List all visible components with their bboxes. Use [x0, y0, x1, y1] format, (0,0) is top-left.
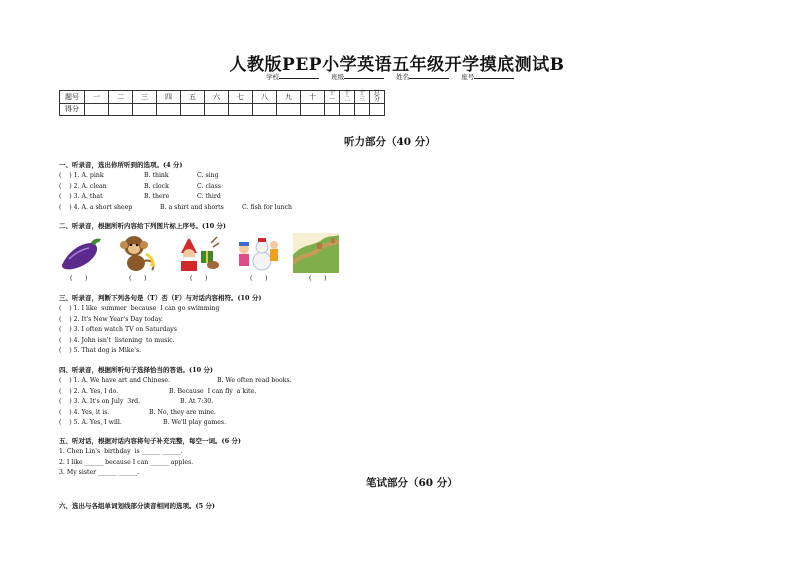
col-6: 六	[205, 91, 229, 104]
score-cell[interactable]	[181, 104, 205, 116]
q4-line	[59, 388, 256, 395]
q1-option-a: ( ) 1. A. pink	[59, 172, 104, 179]
q3-line: ( ) 1. I like summer because I can go swimming	[59, 305, 220, 312]
q4-option-a: ( ) 1. A. We have art and Chinese.	[59, 377, 171, 384]
q4-option-b: B. We'll play games.	[163, 419, 227, 426]
q1-line	[59, 183, 221, 190]
score-cell[interactable]	[205, 104, 229, 116]
q4-option-b: B. At 7:30.	[180, 398, 214, 405]
q5-line: 2. I like ______ because I can ______ apples.	[59, 458, 194, 466]
snowman-picture	[234, 233, 280, 273]
q1-option-b: B. there	[144, 193, 170, 200]
score-cell[interactable]	[370, 104, 385, 116]
name-field[interactable]	[396, 72, 449, 81]
q4-option-a: ( ) 3. A. It's on July 3rd.	[59, 398, 141, 405]
col-8: 八	[253, 91, 277, 104]
q2-answer-blank-3[interactable]: ( )	[190, 274, 208, 282]
q6-title: 六、选出与各组单词划线部分读音相同的选项。(5 分)	[59, 502, 215, 510]
q4-title: 四、听录音，根据所听句子选择恰当的答语。(10 分)	[59, 366, 213, 374]
q1-option-b: B. think	[144, 172, 169, 179]
score-cell[interactable]	[253, 104, 277, 116]
q1-option-a: ( ) 4. A. a short sheep	[59, 203, 133, 211]
q2-answer-blank-1[interactable]: ( )	[70, 274, 88, 282]
score-cell[interactable]	[355, 104, 370, 116]
score-cell[interactable]	[229, 104, 253, 116]
student-info-line	[266, 72, 524, 81]
seat-field[interactable]	[461, 72, 514, 81]
page-title: 人教版PEP小学英语五年级开学摸底测试B	[229, 55, 565, 75]
q4-line	[59, 398, 213, 405]
q5-title: 五、听对话，根据对话内容将句子补充完整，每空一词。(6 分)	[59, 437, 241, 445]
q4-line	[59, 419, 226, 426]
q1-option-b: B. clock	[144, 182, 169, 190]
score-table-header-row	[60, 91, 385, 104]
writing-section-title: 笔试部分（60 分）	[366, 477, 458, 489]
monkey-picture	[116, 233, 162, 273]
score-cell[interactable]	[157, 104, 181, 116]
q1-title: 一、听录音，选出你所听到的选项。(4 分)	[59, 161, 183, 169]
q1-line	[59, 204, 292, 211]
q1-option-c: C. sing	[197, 172, 219, 179]
header-label: 题号	[60, 91, 85, 104]
col-13: 十 三	[355, 91, 370, 104]
q4-option-b: B. Because I can fly a kite.	[169, 387, 257, 395]
col-11: 十 一	[325, 91, 340, 104]
q4-line	[59, 377, 292, 384]
col-10: 十	[301, 91, 325, 104]
q2-title: 二、听录音，根据所听内容给下列图片标上序号。(10 分)	[59, 222, 226, 230]
col-4: 四	[157, 91, 181, 104]
q4-option-b: B. We often read books.	[217, 377, 292, 384]
q2-answer-blank-4[interactable]: ( )	[250, 274, 268, 282]
q3-line: ( ) 2. It's New Year's Day today.	[59, 315, 163, 323]
score-table	[59, 90, 385, 116]
col-9: 九	[277, 91, 301, 104]
q1-option-a: ( ) 2. A. clean	[59, 182, 107, 190]
q2-answer-blank-5[interactable]: ( )	[309, 274, 327, 282]
q1-option-c: C. class	[197, 182, 221, 190]
score-cell[interactable]	[109, 104, 133, 116]
q4-option-a: ( ) 5. A. Yes, I will.	[59, 419, 122, 426]
q5-line: 1. Chen Lin's birthday is ______ ______.	[59, 448, 183, 455]
q1-option-a: ( ) 3. A. that	[59, 193, 103, 200]
seat-label: 座号	[461, 73, 475, 81]
q4-option-a: ( ) 2. A. Yes, I do.	[59, 387, 119, 395]
col-2: 二	[109, 91, 133, 104]
school-field[interactable]	[266, 72, 319, 81]
score-cell[interactable]	[277, 104, 301, 116]
q4-option-a: ( ) 4. Yes, it is.	[59, 408, 110, 416]
q2-answer-blank-2[interactable]: ( )	[129, 274, 147, 282]
listening-section-title: 听力部分（40 分）	[344, 136, 436, 148]
q1-line	[59, 172, 219, 179]
q4-option-b: B. No, they are mine.	[149, 408, 216, 416]
score-cell[interactable]	[133, 104, 157, 116]
col-3: 三	[133, 91, 157, 104]
score-cell[interactable]	[325, 104, 340, 116]
q1-option-b: B. a shirt and shorts	[160, 203, 224, 211]
eggplant-picture	[59, 233, 105, 273]
score-table-score-row	[60, 104, 385, 116]
q3-line: ( ) 4. John isn't listening to music.	[59, 336, 175, 344]
score-cell[interactable]	[85, 104, 109, 116]
col-total: 总 分	[370, 91, 385, 104]
q1-option-c: C. fish for lunch	[242, 203, 293, 211]
q4-line	[59, 409, 216, 416]
col-1: 一	[85, 91, 109, 104]
q1-option-c: C. third	[197, 193, 221, 200]
q3-title: 三、听录音，判断下列各句是（T）否（F）与对话内容相符。(10 分)	[59, 294, 262, 302]
row-label: 得分	[60, 104, 85, 116]
score-cell[interactable]	[301, 104, 325, 116]
great-wall-picture	[293, 233, 339, 273]
name-label: 姓名	[396, 73, 410, 81]
col-7: 七	[229, 91, 253, 104]
q3-line: ( ) 5. That dog is Mike's.	[59, 347, 142, 354]
q5-line: 3. My sister ______ ______.	[59, 469, 140, 476]
score-cell[interactable]	[340, 104, 355, 116]
q3-line: ( ) 3. I often watch TV on Saturdays	[59, 326, 177, 333]
santa-picture	[175, 233, 221, 273]
class-label: 班级	[331, 73, 345, 81]
col-5: 五	[181, 91, 205, 104]
school-label: 学校	[266, 73, 279, 81]
class-field[interactable]	[331, 72, 384, 81]
q1-line	[59, 193, 221, 200]
col-12: 十 二	[340, 91, 355, 104]
